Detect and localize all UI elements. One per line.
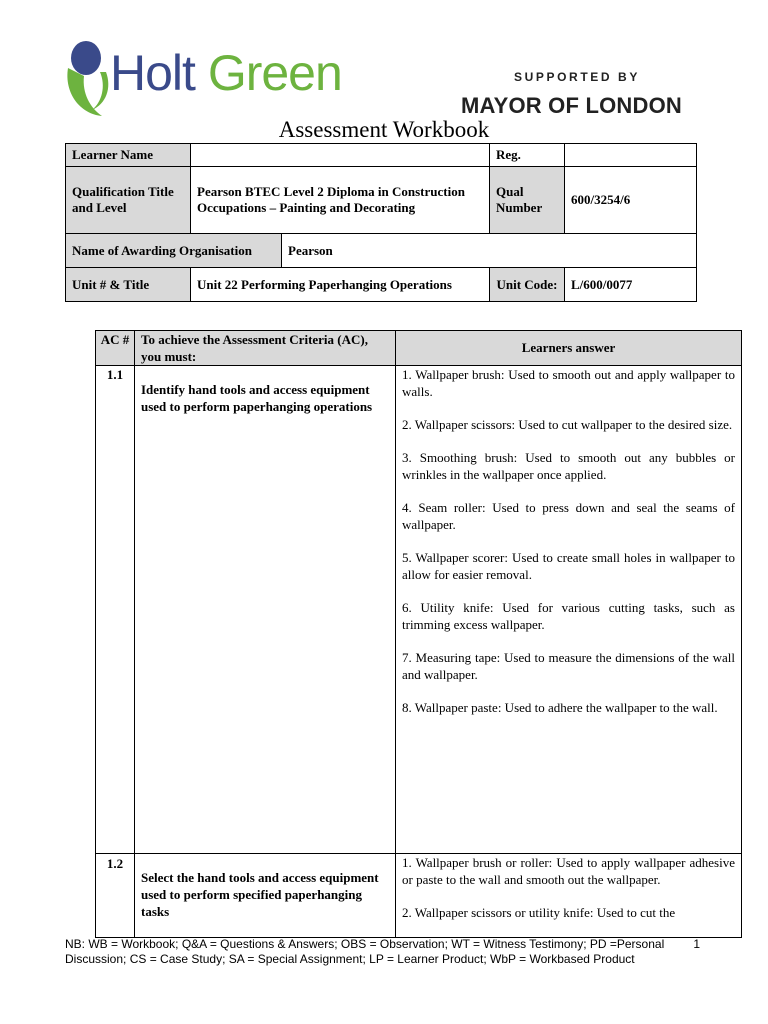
learner-answer-field[interactable] xyxy=(396,366,742,854)
assessment-criteria-table xyxy=(95,330,742,938)
criteria-header: To achieve the Assessment Criteria (AC), you must: xyxy=(135,331,396,366)
answer-item: 3. Smoothing brush: Used to smooth out any bubbles or wrinkles in the wallpaper once applied. xyxy=(402,450,735,482)
awarding-organisation-label: Name of Awarding Organisation xyxy=(66,234,282,268)
learner-name-label: Learner Name xyxy=(66,144,191,167)
supported-by-label: SUPPORTED BY xyxy=(514,70,640,84)
unit-title-label: Unit # & Title xyxy=(66,268,191,302)
answer-item: 1. Wallpaper brush or roller: Used to apply wallpaper adhesive or paste to the wall and smooth out the wallpaper. xyxy=(402,855,735,887)
footer-notes: NB: WB = Workbook; Q&A = Questions & Answers; OBS = Observation; WT = Witness Testimony; PD =Personal Discussion; CS = Case Study; SA = Special Assignment; LP = Learner Product; WbP = Workbased Product xyxy=(65,937,665,966)
answer-item: 5. Wallpaper scorer: Used to create small holes in wallpaper to allow for easier removal. xyxy=(402,550,735,582)
qual-number-value: 600/3254/6 xyxy=(565,167,697,234)
ac-number: 1.2 xyxy=(96,854,135,938)
qual-number-label: Qual Number xyxy=(490,167,565,234)
document-title: Assessment Workbook xyxy=(278,117,490,142)
criteria-text: Select the hand tools and access equipment used to perform specified paperhanging tasks xyxy=(135,854,396,938)
answer-item: 2. Wallpaper scissors: Used to cut wallpaper to the desired size. xyxy=(402,417,733,432)
logo-word-green: Green xyxy=(207,45,342,101)
awarding-organisation-value: Pearson xyxy=(282,234,697,268)
answer-item: 1. Wallpaper brush: Used to smooth out and apply wallpaper to walls. xyxy=(402,367,735,399)
table-row xyxy=(96,366,742,854)
ac-number-header: AC # xyxy=(96,331,135,366)
logo-word-holt: Holt xyxy=(110,45,195,101)
answer-item: 2. Wallpaper scissors or utility knife: Used to cut the xyxy=(402,905,676,920)
logo-wordmark xyxy=(110,45,342,101)
criteria-text: Identify hand tools and access equipment used to perform paperhanging operations xyxy=(135,366,396,854)
answer-item: 6. Utility knife: Used for various cutting tasks, such as trimming excess wallpaper. xyxy=(402,600,735,632)
unit-code-value: L/600/0077 xyxy=(565,268,697,302)
page-number: 1 xyxy=(693,937,700,951)
learners-answer-header: Learners answer xyxy=(396,331,742,366)
answer-item: 4. Seam roller: Used to press down and seal the seams of wallpaper. xyxy=(402,500,735,532)
answer-item: 7. Measuring tape: Used to measure the dimensions of the wall and wallpaper. xyxy=(402,650,735,682)
table-row xyxy=(96,854,742,938)
ac-number: 1.1 xyxy=(96,366,135,854)
page-header xyxy=(0,0,768,145)
answer-item: 8. Wallpaper paste: Used to adhere the wallpaper to the wall. xyxy=(402,700,718,715)
reg-field[interactable] xyxy=(565,144,697,167)
qualification-value: Pearson BTEC Level 2 Diploma in Construction Occupations – Painting and Decorating xyxy=(191,167,490,234)
mayor-of-london-logo: MAYOR OF LONDON xyxy=(461,93,682,118)
unit-title-value: Unit 22 Performing Paperhanging Operations xyxy=(191,268,490,302)
learner-info-table xyxy=(65,143,697,302)
learner-name-field[interactable] xyxy=(191,144,490,167)
unit-code-label: Unit Code: xyxy=(490,268,565,302)
qualification-label: Qualification Title and Level xyxy=(66,167,191,234)
learner-answer-field[interactable] xyxy=(396,854,742,938)
reg-label: Reg. xyxy=(490,144,565,167)
